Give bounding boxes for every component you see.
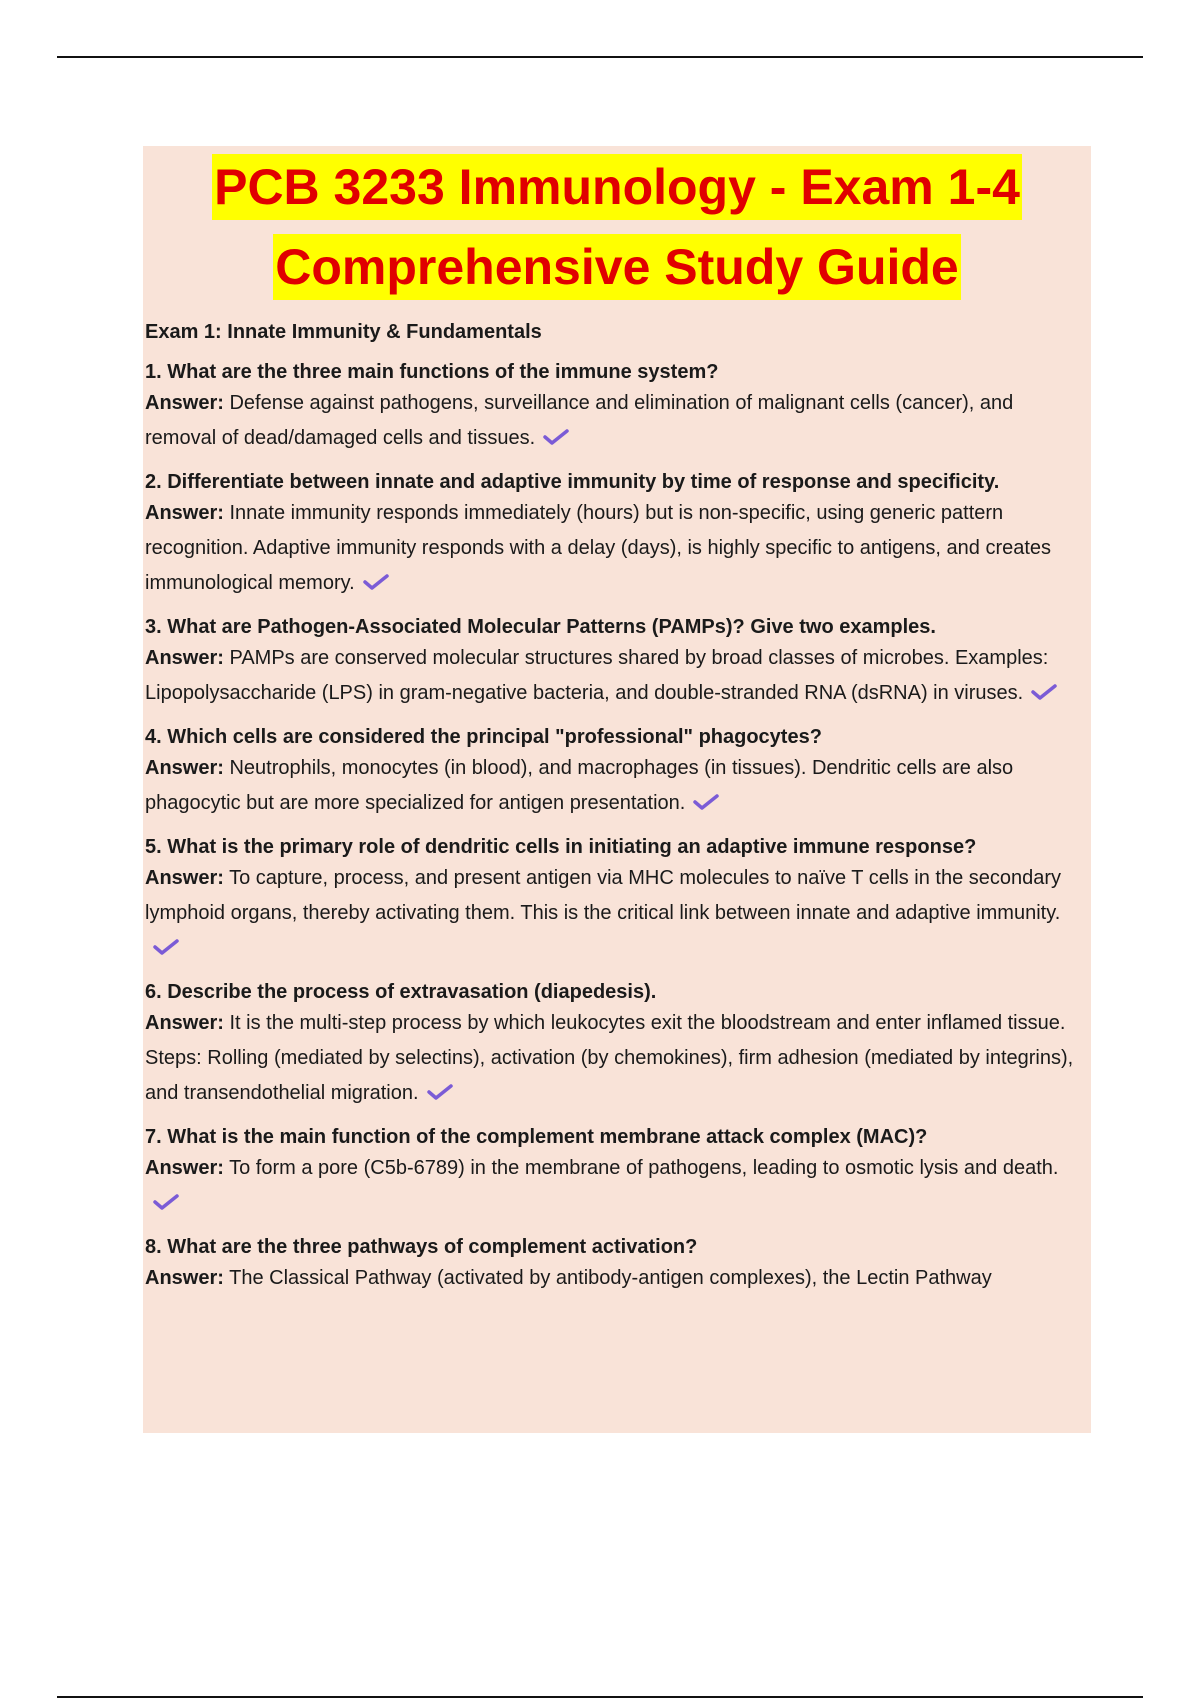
- qa-item: [145, 978, 1091, 1111]
- question-text: 5. What is the primary role of dendritic cells in initiating an adaptive immune response?: [145, 836, 977, 858]
- qa-item: [145, 613, 1091, 711]
- answer-label: Answer:: [145, 1157, 224, 1179]
- question-text: 7. What is the main function of the complement membrane attack complex (MAC)?: [145, 1126, 928, 1148]
- check-mark-icon: [543, 428, 569, 446]
- answer-label: Answer:: [145, 647, 224, 669]
- check-mark-icon: [693, 793, 719, 811]
- qa-item: [145, 468, 1091, 601]
- question-text: 8. What are the three pathways of complement activation?: [145, 1236, 698, 1258]
- answer-text: [145, 751, 1091, 821]
- qa-item: [145, 833, 1091, 966]
- qa-item: [145, 723, 1091, 821]
- qa-list: [143, 358, 1091, 1296]
- check-mark-icon: [427, 1083, 453, 1101]
- answer-label: Answer:: [145, 1267, 224, 1289]
- check-mark-icon: [363, 573, 389, 591]
- answer-body: To capture, process, and present antigen via MHC molecules to naïve T cells in the secondary lymphoid organs, thereby activating them. This is the critical link between innate and adaptive immunity.: [145, 867, 1062, 924]
- answer-body: Defense against pathogens, surveillance and elimination of malignant cells (cancer), and removal of dead/damaged cells and tissues.: [145, 392, 1014, 449]
- answer-body: It is the multi-step process by which leukocytes exit the bloodstream and enter inflamed tissue. Steps: Rolling (mediated by selectins), activation (by chemokines), firm adhesion (mediated by integrins), and transendothelial migration.: [145, 1012, 1074, 1104]
- check-mark-icon: [153, 938, 179, 956]
- check-mark-icon: [1031, 683, 1057, 701]
- answer-text: [145, 1151, 1091, 1221]
- answer-text: [145, 386, 1091, 456]
- section-heading: Exam 1: Innate Immunity & Fundamentals: [145, 321, 542, 343]
- question-text: 2. Differentiate between innate and adaptive immunity by time of response and specificity.: [145, 471, 1000, 493]
- answer-text: [145, 1261, 1091, 1296]
- title-line-2: Comprehensive Study Guide: [273, 234, 960, 300]
- answer-text: [145, 861, 1091, 966]
- title-line-1: PCB 3233 Immunology - Exam 1-4: [212, 154, 1022, 220]
- study-guide-panel: [143, 146, 1091, 1433]
- question-text: 4. Which cells are considered the principal "professional" phagocytes?: [145, 726, 822, 748]
- qa-item: [145, 1233, 1091, 1296]
- footer-rule: [57, 1696, 1143, 1698]
- answer-body: To form a pore (C5b-6789) in the membrane of pathogens, leading to osmotic lysis and death.: [229, 1157, 1059, 1179]
- answer-text: [145, 1006, 1091, 1111]
- answer-label: Answer:: [145, 392, 224, 414]
- answer-label: Answer:: [145, 757, 224, 779]
- page-title: [143, 154, 1091, 300]
- qa-item: [145, 358, 1091, 456]
- check-mark-icon: [153, 1193, 179, 1211]
- answer-body: Neutrophils, monocytes (in blood), and macrophages (in tissues). Dendritic cells are also phagocytic but are more specialized for antigen presentation.: [145, 757, 1014, 814]
- answer-body: Innate immunity responds immediately (hours) but is non-specific, using generic pattern recognition. Adaptive immunity responds with a delay (days), is highly specific to antigens, and creates immunological memory.: [145, 502, 1052, 594]
- header-rule: [57, 56, 1143, 58]
- answer-label: Answer:: [145, 867, 224, 889]
- question-text: 3. What are Pathogen-Associated Molecular Patterns (PAMPs)? Give two examples.: [145, 616, 936, 638]
- answer-label: Answer:: [145, 1012, 224, 1034]
- answer-text: [145, 496, 1091, 601]
- question-text: 1. What are the three main functions of the immune system?: [145, 361, 719, 383]
- answer-body: The Classical Pathway (activated by antibody-antigen complexes), the Lectin Pathway: [229, 1267, 992, 1289]
- qa-item: [145, 1123, 1091, 1221]
- question-text: 6. Describe the process of extravasation (diapedesis).: [145, 981, 657, 1003]
- answer-text: [145, 641, 1091, 711]
- answer-body: PAMPs are conserved molecular structures shared by broad classes of microbes. Examples: Lipopolysaccharide (LPS) in gram-negative bacteria, and double-stranded RNA (dsRNA) in viruses.: [145, 647, 1049, 704]
- answer-label: Answer:: [145, 502, 224, 524]
